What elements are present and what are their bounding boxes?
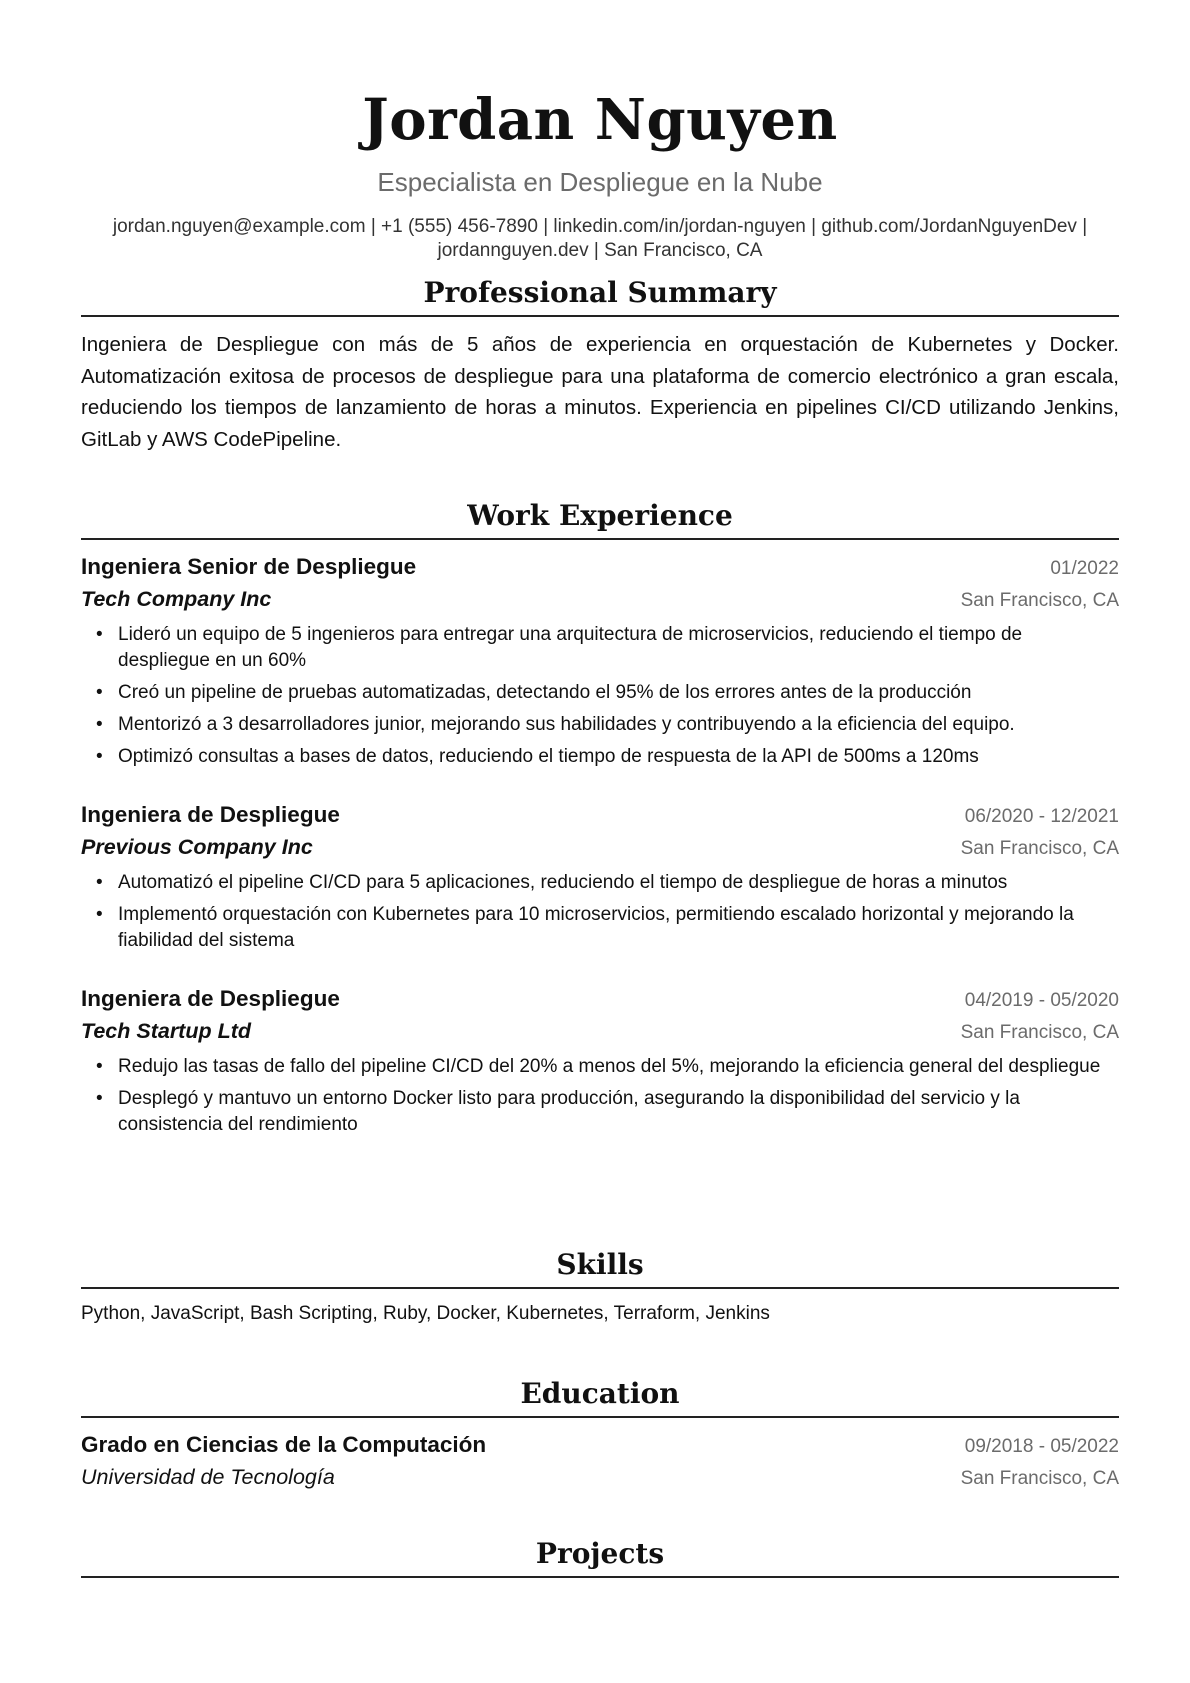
bullet-text: Mentorizó a 3 desarrolladores junior, mejorando sus habilidades y contribuyendo a la eficiencia del equipo. xyxy=(118,714,1015,735)
education-entry xyxy=(81,1430,1119,1494)
bullet-icon: • xyxy=(96,1056,103,1077)
job-location: San Francisco, CA xyxy=(960,1022,1119,1043)
job-dates: 06/2020 - 12/2021 xyxy=(964,806,1119,827)
company-name: Tech Startup Ltd xyxy=(81,1019,252,1043)
section-heading: Work Experience xyxy=(81,499,1119,540)
job-bullet xyxy=(81,712,1119,738)
section-heading: Projects xyxy=(81,1537,1119,1578)
job-bullets xyxy=(81,1054,1119,1138)
job-bullets xyxy=(81,870,1119,954)
section-heading: Education xyxy=(81,1377,1119,1418)
job-dates: 04/2019 - 05/2020 xyxy=(964,990,1119,1011)
job-entry xyxy=(81,800,1119,954)
job-title: Ingeniera de Despliegue xyxy=(81,986,340,1011)
degree-title: Grado en Ciencias de la Computación xyxy=(81,1432,487,1457)
company-name: Tech Company Inc xyxy=(81,587,272,611)
bullet-text: Automatizó el pipeline CI/CD para 5 aplicaciones, reduciendo el tiempo de despliegue de horas a minutos xyxy=(118,872,1008,893)
candidate-title: Especialista en Despliegue en la Nube xyxy=(377,167,823,197)
summary-text: Ingeniera de Despliegue con más de 5 años de experiencia en orquestación de Kubernetes y Docker. Automatización exitosa de procesos de despliegue para una plataforma de comercio electrónico a gran escala, reduciendo los tiempos de lanzamiento de horas a minutos. Experiencia en pipelines CI/CD utilizando Jenkins, GitLab y AWS CodePipeline. xyxy=(81,333,1119,451)
job-bullet xyxy=(81,680,1119,706)
education-section xyxy=(81,1377,1119,1494)
bullet-icon: • xyxy=(96,714,103,735)
job-entry xyxy=(81,984,1119,1138)
contact-info xyxy=(81,215,1119,263)
resume-page xyxy=(81,0,1119,1570)
resume-header xyxy=(81,88,1119,263)
job-bullets xyxy=(81,622,1119,770)
job-bullet xyxy=(81,902,1119,954)
bullet-text: Redujo las tasas de fallo del pipeline CI/CD del 20% a menos del 5%, mejorando la eficiencia general del despliegue xyxy=(118,1056,1101,1077)
bullet-icon: • xyxy=(96,682,103,703)
school-name: Universidad de Tecnología xyxy=(81,1465,335,1489)
job-bullet xyxy=(81,1054,1119,1080)
bullet-icon: • xyxy=(96,872,103,893)
section-heading: Skills xyxy=(81,1248,1119,1289)
job-bullet xyxy=(81,1086,1119,1138)
education-dates: 09/2018 - 05/2022 xyxy=(964,1436,1119,1457)
job-location: San Francisco, CA xyxy=(960,590,1119,611)
summary-section xyxy=(81,276,1119,455)
education-location: San Francisco, CA xyxy=(960,1468,1119,1489)
job-dates: 01/2022 xyxy=(1050,558,1119,579)
contact-line: jordan.nguyen@example.com | +1 (555) 456-7890 | linkedin.com/in/jordan-nguyen | github.com/JordanNguyenDev | xyxy=(112,216,1088,237)
bullet-text: Implementó orquestación con Kubernetes para 10 microservicios, permitiendo escalado horizontal y mejorando la fiabilidad del sistema xyxy=(118,904,1074,951)
experience-section xyxy=(81,499,1119,1144)
job-title: Ingeniera Senior de Despliegue xyxy=(81,554,417,579)
contact-line: jordannguyen.dev | San Francisco, CA xyxy=(437,240,763,261)
bullet-icon: • xyxy=(96,624,103,645)
job-location: San Francisco, CA xyxy=(960,838,1119,859)
candidate-name: Jordan Nguyen xyxy=(362,87,838,153)
company-name: Previous Company Inc xyxy=(81,835,313,859)
bullet-text: Optimizó consultas a bases de datos, reduciendo el tiempo de respuesta de la API de 500ms a 120ms xyxy=(118,746,979,767)
bullet-icon: • xyxy=(96,904,103,925)
bullet-icon: • xyxy=(96,1088,103,1109)
job-bullet xyxy=(81,870,1119,896)
projects-section xyxy=(81,1537,1119,1578)
bullet-text: Creó un pipeline de pruebas automatizadas, detectando el 95% de los errores antes de la producción xyxy=(118,682,972,703)
job-title: Ingeniera de Despliegue xyxy=(81,802,340,827)
section-heading: Professional Summary xyxy=(81,276,1119,317)
job-entry xyxy=(81,552,1119,770)
job-bullet xyxy=(81,622,1119,674)
skills-section xyxy=(81,1248,1119,1327)
skills-list: Python, JavaScript, Bash Scripting, Ruby, Docker, Kubernetes, Terraform, Jenkins xyxy=(81,1303,770,1324)
bullet-text: Lideró un equipo de 5 ingenieros para entregar una arquitectura de microservicios, reduciendo el tiempo de despliegue en un 60% xyxy=(118,624,1023,671)
bullet-icon: • xyxy=(96,746,103,767)
bullet-text: Desplegó y mantuvo un entorno Docker listo para producción, asegurando la disponibilidad del servicio y la consistencia del rendimiento xyxy=(118,1088,1020,1135)
job-bullet xyxy=(81,744,1119,770)
